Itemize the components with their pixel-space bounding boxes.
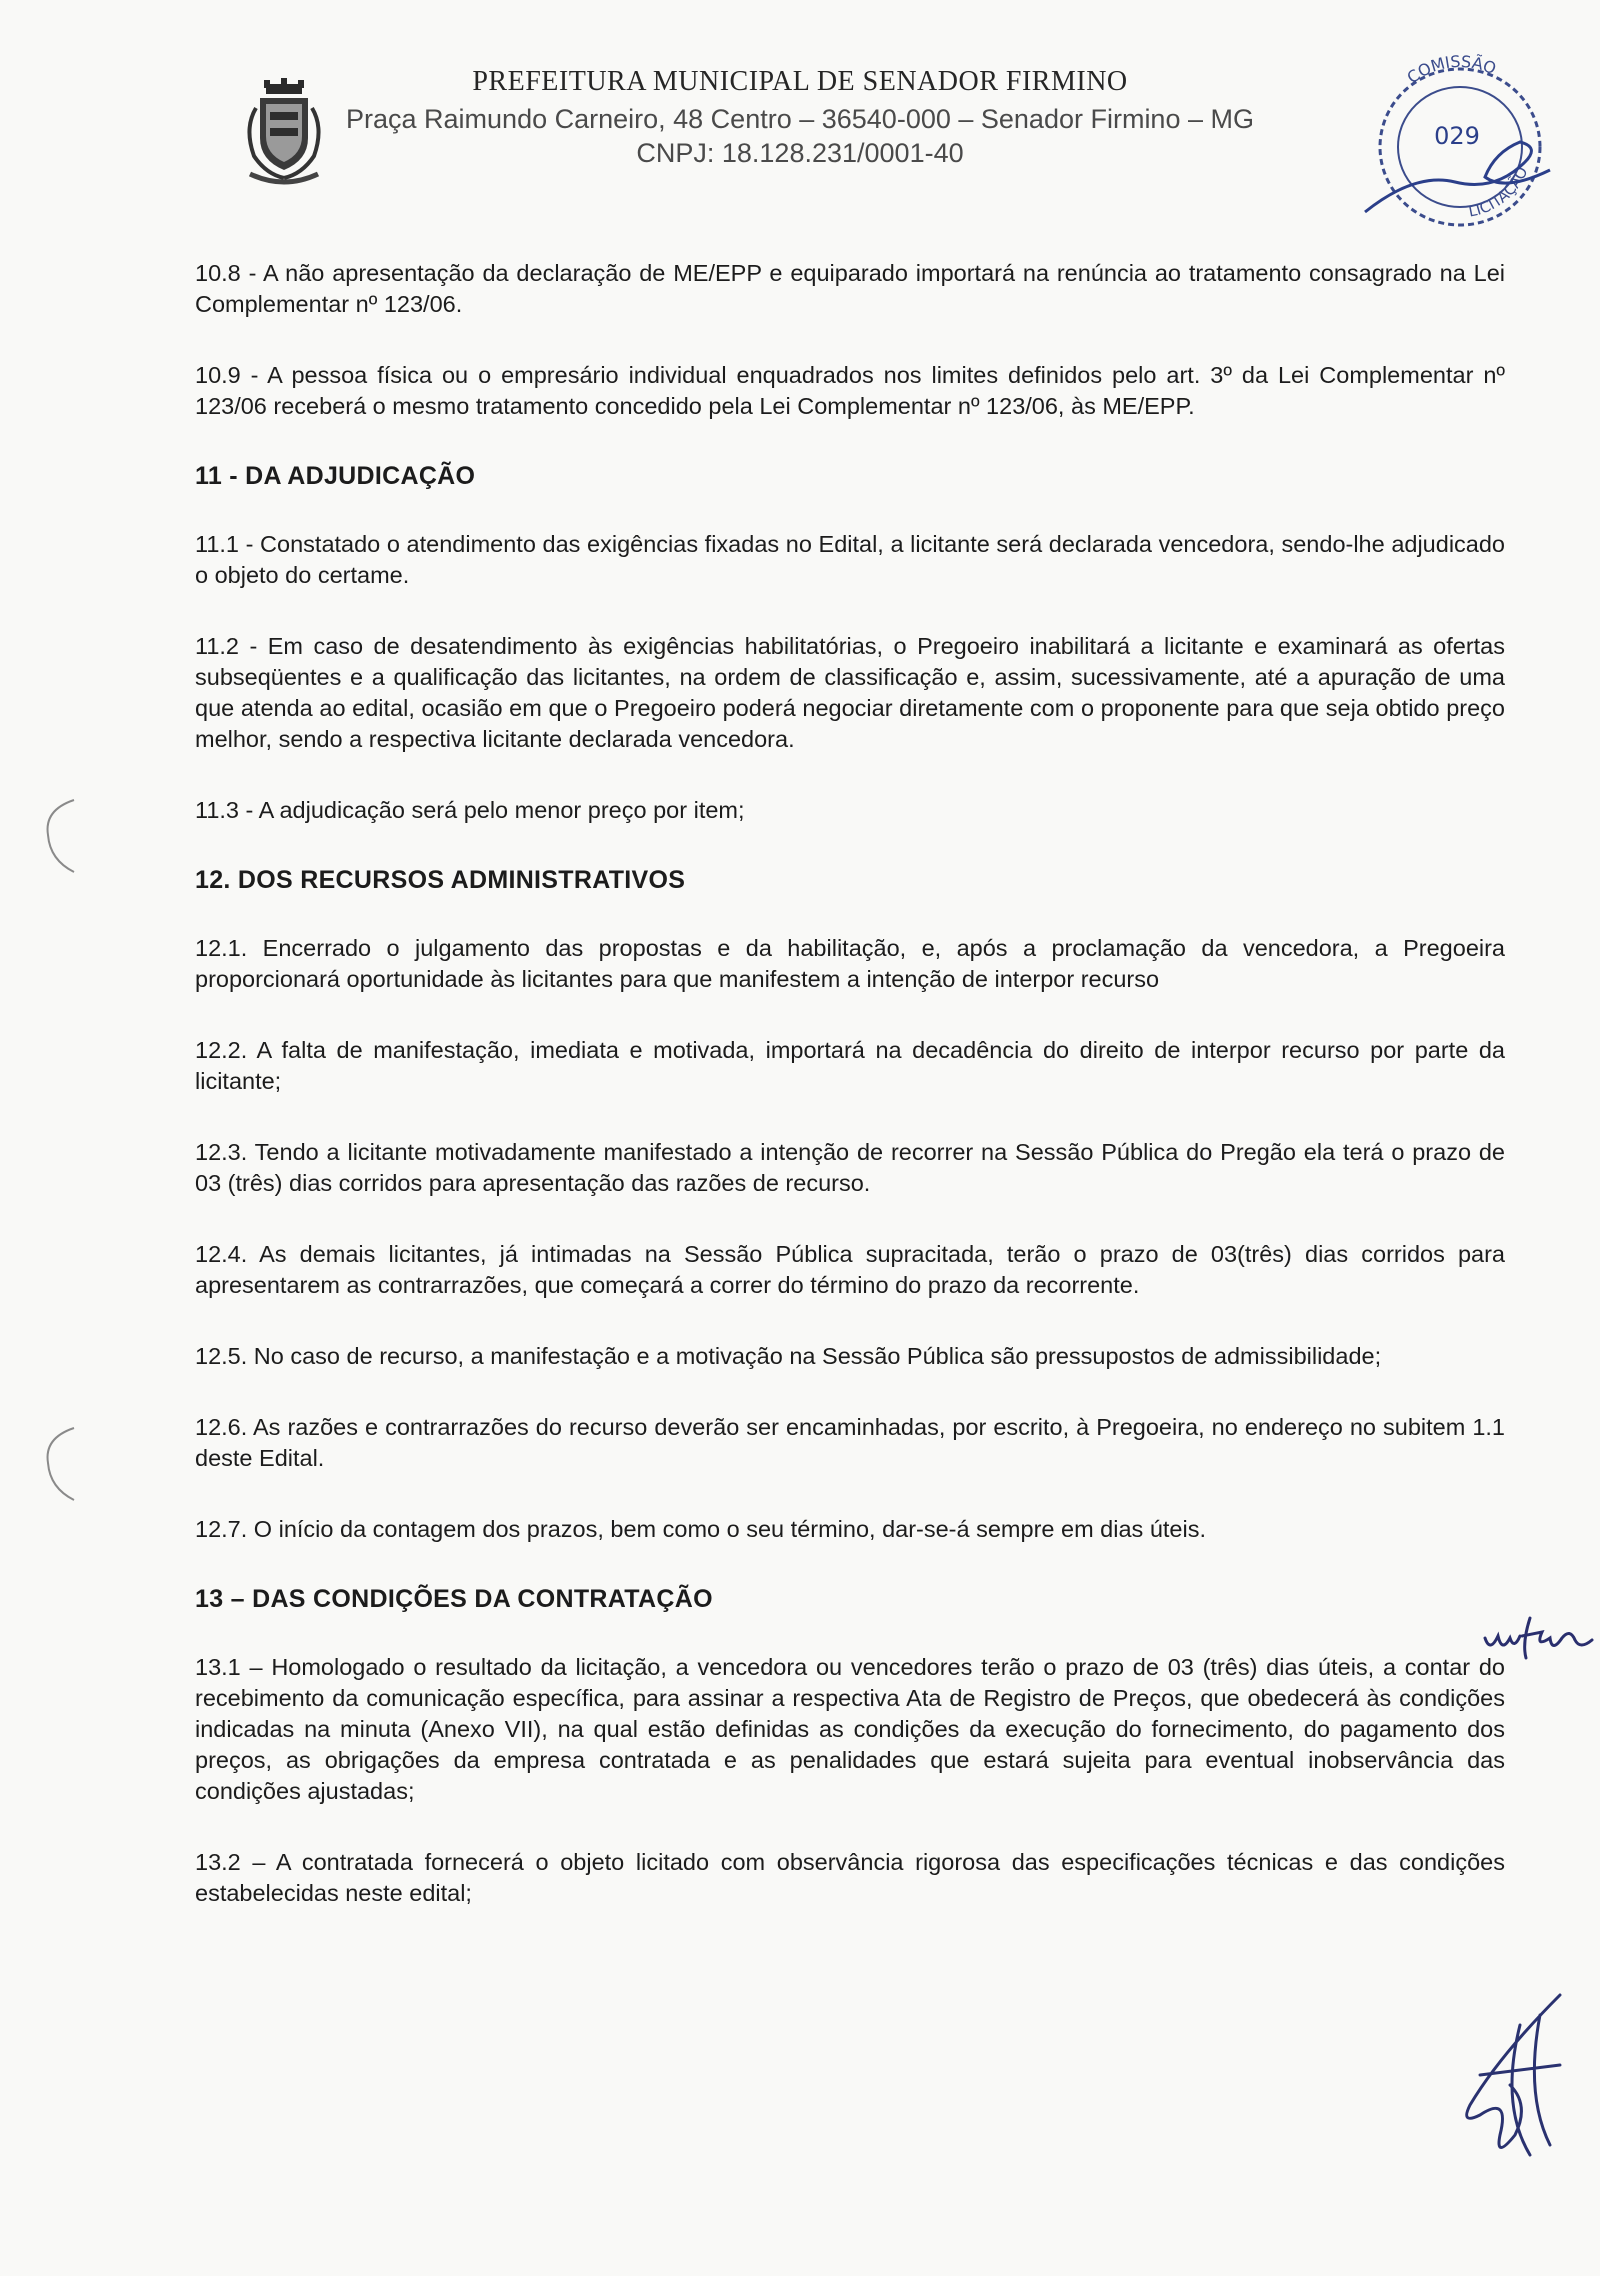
clause-paragraph: 13.2 – A contratada fornecerá o objeto licitado com observância rigorosa das especificações técnicas e das condições estabelecidas neste edital;: [195, 1849, 1505, 1906]
address-line: Praça Raimundo Carneiro, 48 Centro – 36540-000 – Senador Firmino – MG: [346, 104, 1254, 134]
stamp-bottom-text: LICITAÇÃO: [1466, 164, 1532, 221]
punch-hole-mark: [40, 790, 80, 880]
svg-text:LICITAÇÃO: [1467, 164, 1532, 220]
clause-paragraph: 12.3. Tendo a licitante motivadamente manifestado a intenção de recorrer na Sessão Pública do Pregão ela terá o prazo de 03 (três) dias corridos para apresentação das razões de recurso.: [195, 1139, 1505, 1196]
commission-stamp: [1345, 52, 1570, 232]
clause-paragraph: 12.1. Encerrado o julgamento das propostas e da habilitação, e, após a proclamação da vencedora, a Pregoeira proporcionará oportunidade às licitantes para que manifestem a intenção de interpor recurso: [195, 935, 1505, 992]
clause-paragraph: 12.7. O início da contagem dos prazos, bem como o seu término, dar-se-á sempre em dias úteis.: [195, 1516, 1206, 1542]
section-heading: 13 – DAS CONDIÇÕES DA CONTRATAÇÃO: [195, 1585, 713, 1613]
rubric-signature: [1480, 1598, 1600, 1668]
signature: [1440, 1985, 1570, 2165]
clause-paragraph: 10.8 - A não apresentação da declaração de ME/EPP e equiparado importará na renúncia ao tratamento consagrado na Lei Complementar nº 123/06.: [195, 260, 1505, 317]
punch-hole-mark: [40, 1418, 80, 1508]
clause-paragraph: 10.9 - A pessoa física ou o empresário individual enquadrados nos limites definidos pelo art. 3º da Lei Complementar nº 123/06 receberá o mesmo tratamento concedido pela Lei Complementar nº 123/06, às ME/EPP.: [195, 362, 1505, 419]
clause-paragraph: 11.2 - Em caso de desatendimento às exigências habilitatórias, o Pregoeiro inabilitará a licitante e examinará as ofertas subseqüentes e a qualificação das licitantes, na ordem de classificação e, assim, sucessivamente, até a apuração de uma que atenda ao edital, ocasião em que o Pregoeiro poderá negociar diretamente com o proponente para que seja obtido preço melhor, sendo a respectiva licitante declarada vencedora.: [195, 633, 1505, 752]
page-title: PREFEITURA MUNICIPAL DE SENADOR FIRMINO: [472, 66, 1128, 97]
cnpj-line: CNPJ: 18.128.231/0001-40: [636, 138, 964, 168]
clause-paragraph: 12.4. As demais licitantes, já intimadas na Sessão Pública supracitada, terão o prazo de 03(três) dias corridos para apresentarem as contrarrazões, que começará a correr do término do prazo da recorrente.: [195, 1241, 1505, 1298]
stamp-top-text: COMISSÃO: [1403, 52, 1499, 88]
clause-paragraph: 13.1 – Homologado o resultado da licitação, a vencedora ou vencedores terão o prazo de 03 (três) dias úteis, a contar do recebimento da comunicação específica, para assinar a respectiva Ata de Registro de Preços, que obedecerá às condições indicadas na minuta (Anexo VII), na qual estão definidas as condições da execução do fornecimento, do pagamento dos preços, as obrigações da empresa contratada e as penalidades que estará sujeita para eventual inobservância das condições ajustadas;: [195, 1654, 1505, 1804]
section-heading: 11 - DA ADJUDICAÇÃO: [195, 462, 476, 490]
clause-paragraph: 12.6. As razões e contrarrazões do recurso deverão ser encaminhadas, por escrito, à Pregoeira, no endereço no subitem 1.1 deste Edital.: [195, 1414, 1505, 1471]
document-body: [195, 258, 1505, 1949]
section-heading: 12. DOS RECURSOS ADMINISTRATIVOS: [195, 866, 686, 894]
clause-paragraph: 11.1 - Constatado o atendimento das exigências fixadas no Edital, a licitante será declarada vencedora, sendo-lhe adjudicado o objeto do certame.: [195, 531, 1505, 588]
clause-paragraph: 12.5. No caso de recurso, a manifestação e a motivação na Sessão Pública são pressupostos de admissibilidade;: [195, 1343, 1382, 1369]
clause-paragraph: 12.2. A falta de manifestação, imediata e motivada, importará na decadência do direito de interpor recurso por parte da licitante;: [195, 1037, 1505, 1094]
clause-paragraph: 11.3 - A adjudicação será pelo menor preço por item;: [195, 797, 745, 823]
svg-text:COMISSÃO: [1403, 52, 1498, 87]
letterhead: [0, 0, 1600, 221]
stamp-number: 029: [1434, 122, 1480, 150]
